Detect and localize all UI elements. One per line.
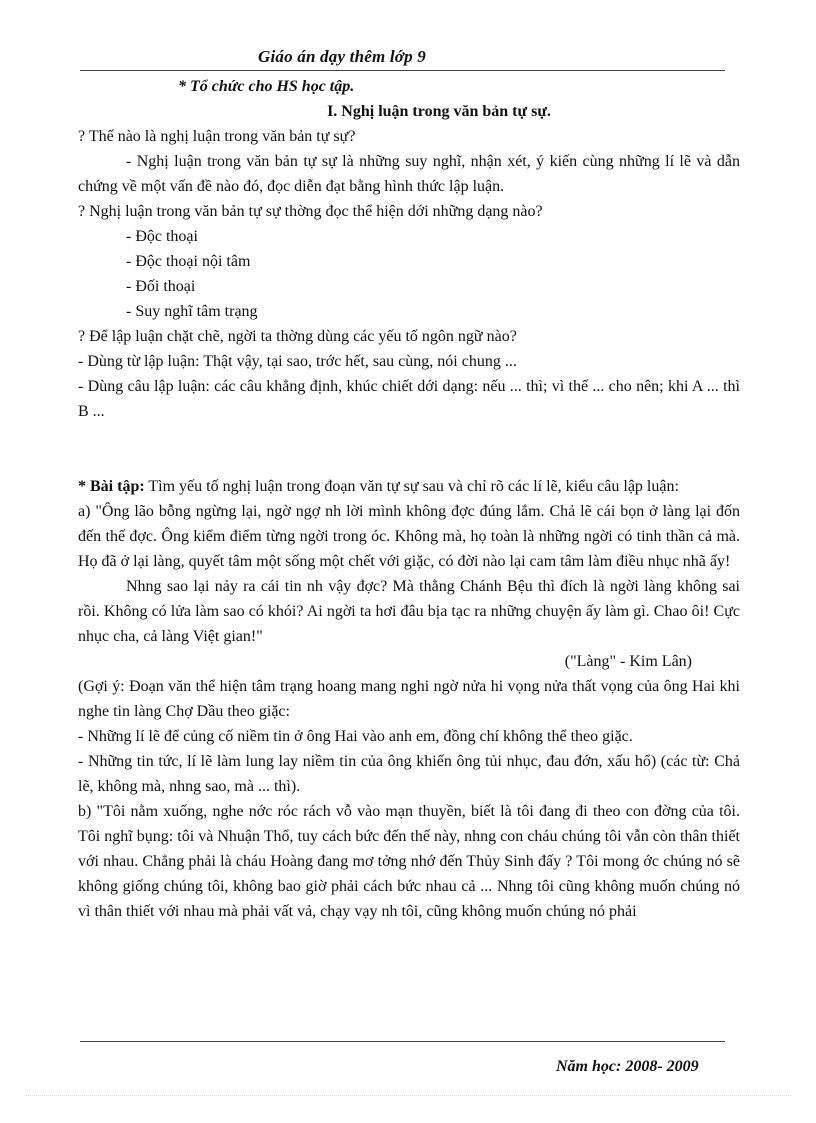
document-body: [78, 74, 740, 924]
question-1: ? Thế nào là nghị luận trong văn bản tự sự?: [78, 128, 356, 145]
excerpt-a-source: ("Làng" - Kim Lân): [564, 653, 692, 670]
form-item: - Đối thoại: [126, 278, 196, 295]
organize-line: * Tổ chức cho HS học tập.: [178, 78, 355, 95]
spacer: [78, 424, 740, 474]
excerpt-a-paragraph-2: Nhng sao lại nảy ra cái tin nh vậy đợc? Mà thằng Chánh Bệu thì đích là ngời làng không sai rồi. Không có lửa làm sao có khói? Ai ngời ta hơi đâu bịa tạc ra những chuyện ấy làm gì. Chao ôi! Cực nhục cha, cả làng Việt gian!": [78, 578, 740, 645]
page-footer-year: Năm học: 2008- 2009: [556, 1058, 699, 1075]
section-title: I. Nghị luận trong văn bản tự sự.: [327, 103, 551, 120]
form-item: - Suy nghĩ tâm trạng: [126, 303, 258, 320]
form-item: - Độc thoại nội tâm: [126, 253, 251, 270]
answer-3-sentences: - Dùng câu lập luận: các câu khẳng định, khúc chiết dới dạng: nếu ... thì; vì thế ... cho nên; khi A ... thì B ...: [78, 378, 740, 420]
exercise-paragraph: [78, 474, 740, 499]
hint-paragraph: (Gợi ý: Đoạn văn thể hiện tâm trạng hoang mang nghi ngờ nửa hi vọng nửa thất vọng của ông Hai khi nghe tin làng Chợ Dầu theo giặc:: [78, 678, 740, 720]
question-3: ? Để lập luận chặt chẽ, ngời ta thờng dùng các yếu tố ngôn ngữ nào?: [78, 328, 517, 345]
excerpt-a-paragraph-1: a) "Ông lão bỗng ngừng lại, ngờ ngợ nh lời mình không đợc đúng lắm. Chả lẽ cái bọn ở làng lại đốn đến thế đợc. Ông kiểm điểm từng ngời trong óc. Không mà, họ toàn là những ngời có tinh thần cả mà. Họ đã ở lại làng, quyết tâm một sống một chết với giặc, có đời nào lại cam tâm làm điều nhục nhã ấy!: [78, 503, 740, 570]
form-item: - Độc thoại: [126, 228, 198, 245]
hint-item-2: - Những tin tức, lí lẽ làm lung lay niềm tin của ông khiến ông tủi nhục, đau đớn, xấu hổ) (các từ: Chả lẽ, không mà, nhng sao, mà ... thì).: [78, 753, 740, 795]
answer-3-words: - Dùng từ lập luận: Thật vậy, tại sao, trớc hết, sau cùng, nói chung ...: [78, 353, 517, 370]
page-header-title: Giáo án dạy thêm lớp 9: [258, 47, 426, 66]
exercise-label: * Bài tập:: [78, 478, 145, 495]
exercise-text: Tìm yếu tố nghị luận trong đoạn văn tự sự sau và chỉ rõ các lí lẽ, kiểu câu lập luận:: [144, 478, 679, 495]
excerpt-b-paragraph: b) "Tôi nằm xuống, nghe nớc róc rách vỗ vào mạn thuyền, biết là tôi đang đi theo con đờng của tôi. Tôi nghĩ bụng: tôi và Nhuận Thổ, tuy cách bức đến thế này, nhng con cháu chúng tôi vẫn còn thân thiết với nhau. Chẳng phải là cháu Hoàng đang mơ tởng nhớ đến Thủy Sinh đấy ? Tôi mong ớc chúng nó sẽ không giống chúng tôi, không bao giờ phải cách bức nhau cả ... Nhng tôi cũng không muốn chúng nó vì thân thiết với nhau mà phải vất vả, chạy vạy nh tôi, cũng không muốn chúng nó phải: [78, 803, 740, 920]
question-2: ? Nghị luận trong văn bản tự sự thờng đọc thể hiện dới những dạng nào?: [78, 203, 543, 220]
answer-1: - Nghị luận trong văn bản tự sự là những suy nghĩ, nhận xét, ý kiến cùng những lí lẽ và dẫn chứng về một vấn đề nào đó, đọc diễn đạt bằng hình thức lập luận.: [78, 153, 740, 195]
footer-rule: [80, 1041, 725, 1042]
page-bottom-dotted-line: [25, 1095, 791, 1096]
header-rule: [80, 70, 725, 71]
hint-item-1: - Những lí lẽ để củng cố niềm tin ở ông Hai vào anh em, đồng chí không thể theo giặc.: [78, 728, 633, 745]
